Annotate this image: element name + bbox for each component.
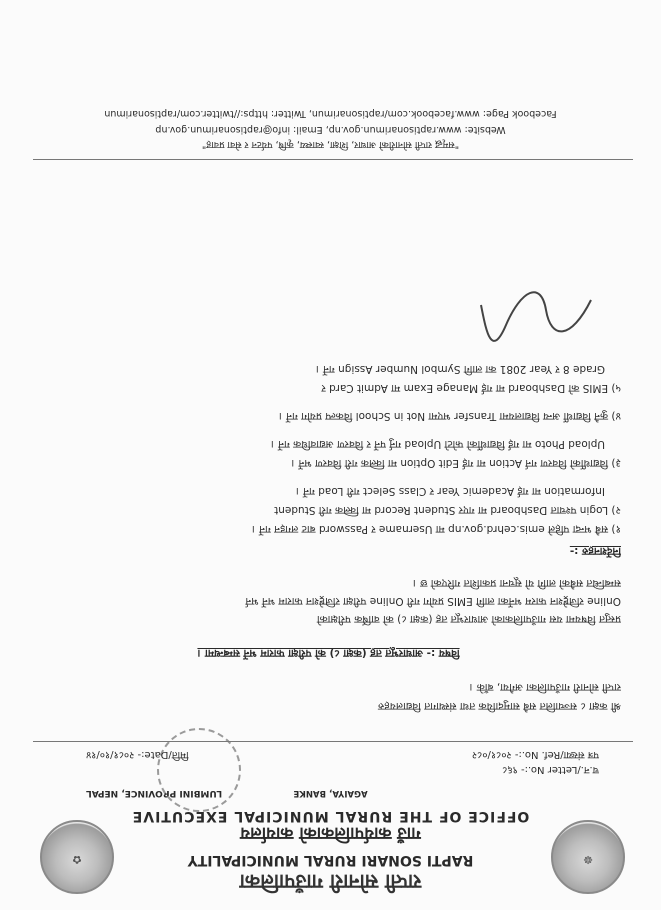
instruction-item: Grade 8 र Year 2081 का लागि Symbol Number Assign गर्ने ।	[315, 363, 605, 375]
reference-number	[472, 749, 599, 763]
recipient-line-2: राप्ती सोनारी गाउँपालिका अगैया, बाँके ।	[469, 681, 621, 693]
body-paragraph-line-2: Online रजिष्ट्रेशन फारम भर्नेका लागि EMIS प्रयोग गरी Online परीक्षा रजिष्ट्रेशन फाराम भर्ने भर्न	[245, 595, 621, 607]
municipality-logo: ✿	[40, 820, 114, 894]
instruction-item: १) सबै भन्दा पहिले emis.cehrd.gov.np मा Username र Password बाट लगइन गर्ने ।	[251, 523, 621, 535]
official-signature	[471, 280, 601, 350]
instruction-item: ५) EMIS को Dashboard मा गई Manage Exam मा Admit Card र	[321, 382, 621, 394]
recipient-line-1: श्री कक्षा ८ सञ्चालित सबै सामुदायिक तथा संस्थागत विद्यालयहरु	[377, 700, 621, 712]
office-name-english: OFFICE OF THE RURAL MUNICIPAL EXECUTIVE	[131, 808, 530, 824]
footer-social: Facebook Page: www.facebook.com/raptisonarimun, Twitter: https://twitter.com/raptisonarimun	[104, 108, 557, 119]
body-paragraph-line-1: प्रस्तुत विषयमा यस गाउँपालिकाको आधारभूत तह (कक्षा ८) को वार्षिक परीक्षाको	[316, 613, 621, 625]
letter-subject: विषय :- आधारभूत तह (कक्षा ८) को परीक्षा फाराम भर्ने सम्बन्धमा ।	[197, 647, 460, 659]
date-label: मिति/Date:-	[137, 749, 189, 760]
instruction-item: २) Login पश्चात Dashboard मा गएर Student Record मा क्लिक गरी Student	[274, 504, 621, 516]
footer-motto: "समृद्ध राप्ती सोनारीको आधार, शिक्षा, स्वास्थ्य, कृषि, पर्यटन र सेवा प्रवाह"	[201, 139, 460, 150]
instruction-item: ३) विद्यार्थीको विवरण गर्न Action मा गई Edit Option मा क्लिक गरी विवरण भर्ने ।	[291, 457, 621, 469]
reference-number-value: २०८१/०८२	[471, 749, 512, 760]
instruction-item: Information मा गई Academic Year र Class Select गरी Load गर्ने ।	[295, 485, 605, 497]
letter-number	[502, 764, 599, 778]
reference-number-label: पत्र संख्या/Ref. No.:-	[514, 749, 599, 760]
letter-number-label: च.न./Letter No.:-	[520, 764, 599, 775]
province-text: LUMBINI PROVINCE, NEPAL	[86, 788, 223, 798]
instructions-title: निर्देशनहरु :-	[569, 545, 621, 557]
nepali-municipality-name: राप्ती सोनारी गाउँपालिका	[239, 870, 422, 894]
body-paragraph-line-3: सम्बन्धित सबैको लागि यो सूचना प्रकाशित गरिएको छ ।	[412, 577, 621, 589]
instruction-item: Upload Photo मा गई विद्यार्थीको फोटो Upload गर्नु पर्ने र विवरण अद्यावधिक गर्ने ।	[270, 438, 605, 450]
footer-divider	[33, 159, 633, 160]
letter-number-value: ९६८	[502, 764, 518, 775]
header-divider	[33, 741, 633, 742]
footer-website: Website: www.raptisonarimun.gov.np, Email: info@raptisonarimun.gov.np	[155, 124, 506, 135]
location-text: AGAIYA, BANKE	[293, 788, 368, 798]
date-value: २०८१/१०/१४	[86, 749, 135, 760]
instruction-item: ४) कुनै विद्यार्थी अन्य विद्यालयमा Transfer भएमा Not in School विकल्प प्रयोग गर्ने ।	[278, 410, 621, 422]
english-municipality-name: RAPTI SONARI RURAL MUNICIPALITY	[187, 852, 474, 868]
office-name-nepali: गाउँ कार्यपालिकाको कार्यालय	[240, 823, 421, 843]
letter-date	[86, 749, 189, 763]
emblem-logo: ☸	[551, 820, 625, 894]
